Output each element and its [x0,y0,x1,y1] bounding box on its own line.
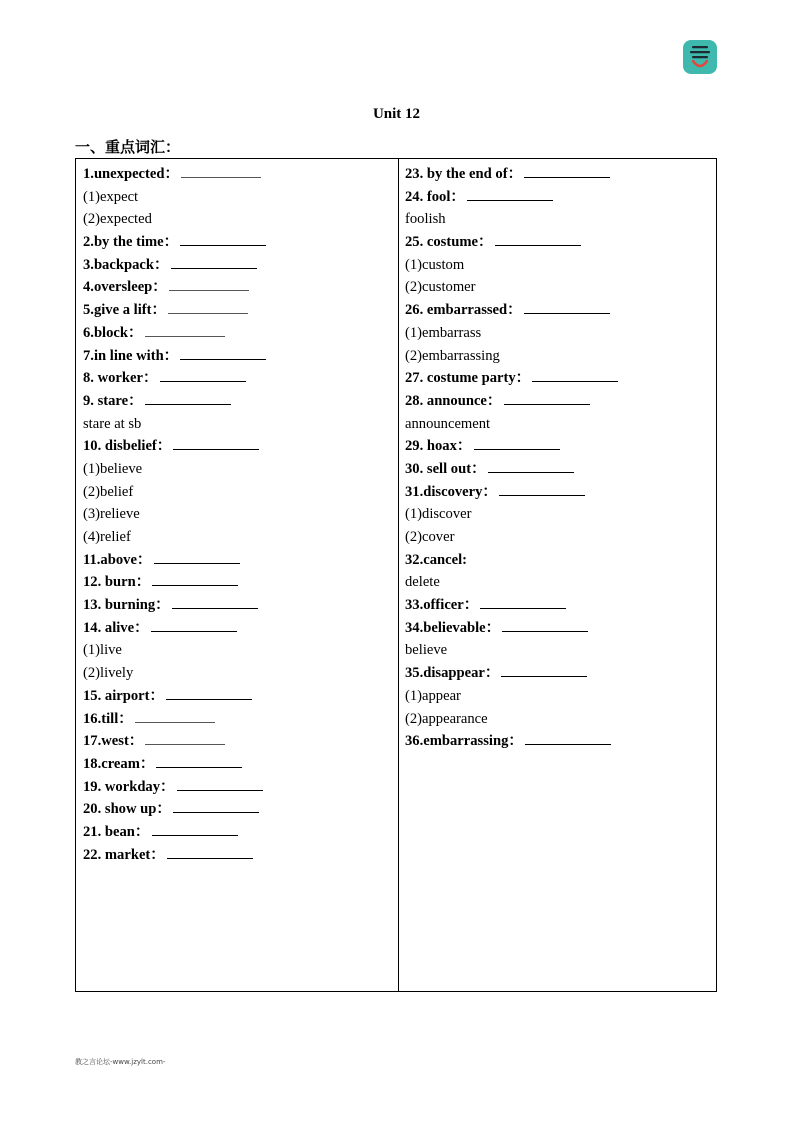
vocab-related-word [405,571,713,594]
column-divider [398,159,399,991]
vocab-item [405,163,713,186]
vocab-text: (1)embarrass [405,324,482,341]
answer-blank[interactable] [480,594,566,609]
vocab-text: 26. embarrassed： [405,302,522,319]
vocab-item [83,776,395,799]
vocab-item [83,345,395,368]
vocab-related-word [405,276,713,299]
footer-text: 教之言论坛-www.jzylt.com- [75,1058,166,1066]
vocab-text: 4.oversleep： [83,279,167,296]
vocab-item [83,821,395,844]
vocab-item [83,163,395,186]
vocab-text: 31.discovery： [405,483,498,500]
vocab-text: 19. workday： [83,778,175,795]
vocab-text: (2)embarrassing [405,347,500,364]
vocab-item [83,594,395,617]
vocab-text: 24. fool： [405,188,465,205]
vocab-related-word [405,639,713,662]
answer-blank[interactable] [167,844,253,859]
vocab-item [405,458,713,481]
vocab-text: 9. stare： [83,392,143,409]
vocab-text: 1.unexpected： [83,166,180,182]
vocab-item [83,844,395,867]
answer-blank[interactable] [145,390,231,405]
vocab-item [83,753,395,776]
vocab-text: (1)expect [83,188,139,205]
vocab-related-word [405,208,713,231]
left-column [83,163,395,866]
vocab-text: 35.disappear： [405,665,500,682]
vocab-related-word [83,458,395,481]
vocab-item [405,186,713,209]
answer-blank[interactable] [525,730,611,745]
vocab-text: (1)appear [405,687,461,704]
vocab-text: 5.give a lift： [83,302,167,319]
answer-blank[interactable] [166,685,252,700]
vocab-item [83,276,395,299]
vocab-text: 22. market： [83,846,165,863]
vocab-text: 33.officer： [405,597,479,614]
vocab-item [405,617,713,640]
vocab-item [405,390,713,413]
vocab-related-word [405,413,713,436]
vocab-text: 8. worker： [83,370,158,387]
answer-blank[interactable] [152,571,238,586]
vocab-text: (1)live [83,642,122,659]
vocab-related-word [83,526,395,549]
vocab-item [405,435,713,458]
vocab-text: 25. costume： [405,234,493,251]
vocabulary-table [75,158,717,992]
answer-blank[interactable] [169,276,249,291]
vocab-item [83,435,395,458]
answer-blank[interactable] [168,299,248,314]
vocab-text: 32.cancel: [405,551,468,568]
answer-blank[interactable] [135,708,215,723]
answer-blank[interactable] [180,345,266,360]
vocab-text: 2.by the time： [83,234,179,251]
vocab-related-word [405,322,713,345]
vocab-related-word [405,526,713,549]
vocab-related-word [405,503,713,526]
vocab-text: (3)relieve [83,506,140,523]
answer-blank[interactable] [524,163,610,178]
answer-blank[interactable] [181,163,261,178]
vocab-text: foolish [405,211,446,228]
vocab-item [83,730,395,753]
vocab-related-word [83,481,395,504]
vocab-item [405,299,713,322]
answer-blank[interactable] [173,798,259,813]
answer-blank[interactable] [173,435,259,450]
vocab-text: 29. hoax： [405,438,472,455]
answer-blank[interactable] [502,617,588,632]
vocab-text: 23. by the end of： [405,166,523,182]
vocab-text: stare at sb [83,415,142,432]
vocab-item [83,571,395,594]
answer-blank[interactable] [152,821,238,836]
answer-blank[interactable] [180,231,266,246]
vocab-related-word [405,685,713,708]
answer-blank[interactable] [171,254,257,269]
vocab-text: believe [405,642,448,659]
vocab-text: (2)belief [83,483,134,500]
answer-blank[interactable] [499,481,585,496]
vocab-related-word [83,208,395,231]
vocab-text: 18.cream： [83,755,155,772]
vocab-text: 15. airport： [83,687,165,704]
answer-blank[interactable] [177,776,263,791]
answer-blank[interactable] [145,730,225,745]
page-title: Unit 12 [372,106,421,122]
vocab-item [83,254,395,277]
answer-blank[interactable] [154,549,240,564]
vocab-text: (2)customer [405,279,476,296]
vocab-item [405,662,713,685]
vocab-text: (1)discover [405,506,472,523]
vocab-text: 21. bean： [83,823,150,840]
vocab-text: 30. sell out： [405,460,486,477]
vocab-text: 12. burn： [83,574,151,591]
vocab-text: 14. alive： [83,619,149,636]
vocab-text: 36.embarrassing： [405,733,523,750]
vocab-text: 27. costume party： [405,370,531,387]
vocab-item [405,367,713,390]
answer-blank[interactable] [474,435,560,450]
vocab-related-word [405,549,713,572]
answer-blank[interactable] [467,186,553,201]
vocab-item [83,367,395,390]
vocab-text: (2)expected [83,211,152,228]
answer-blank[interactable] [145,322,225,337]
answer-blank[interactable] [156,753,242,768]
vocab-item [405,231,713,254]
vocab-related-word [405,708,713,731]
vocab-text: delete [405,574,440,591]
vocab-text: 16.till： [83,710,133,727]
vocab-item [83,322,395,345]
vocab-item [83,685,395,708]
vocab-text: 11.above： [83,551,152,568]
answer-blank[interactable] [524,299,610,314]
vocab-item [83,798,395,821]
answer-blank[interactable] [488,458,574,473]
vocab-text: 17.west： [83,733,144,750]
answer-blank[interactable] [495,231,581,246]
vocab-text: (2)appearance [405,710,488,727]
vocab-text: 34.believable： [405,619,501,636]
vocab-item [83,617,395,640]
vocab-related-word [83,413,395,436]
vocab-item [83,299,395,322]
vocab-item [83,231,395,254]
vocab-item [83,390,395,413]
jiaozhiyan-logo-icon [683,40,717,74]
vocab-text: 7.in line with： [83,347,179,364]
vocab-text: 20. show up： [83,801,171,818]
vocab-text: (2)lively [83,665,134,682]
vocab-related-word [83,186,395,209]
vocab-item [83,708,395,731]
vocab-related-word [83,639,395,662]
answer-blank[interactable] [151,617,237,632]
vocab-item [405,594,713,617]
vocab-text: (1)custom [405,256,465,273]
vocab-text: 13. burning： [83,597,170,614]
vocab-item [405,730,713,753]
vocab-text: 3.backpack： [83,256,169,273]
vocab-related-word [405,345,713,368]
vocab-item [405,481,713,504]
vocab-text: 10. disbelief： [83,438,172,455]
answer-blank[interactable] [501,662,587,677]
answer-blank[interactable] [504,390,590,405]
vocab-text: announcement [405,415,491,432]
answer-blank[interactable] [160,367,246,382]
vocab-text: (1)believe [83,460,143,477]
vocab-text: (4)relief [83,529,131,545]
answer-blank[interactable] [172,594,258,609]
vocab-text: (2)cover [405,529,455,545]
section-heading: 一、重点词汇： [75,140,181,156]
answer-blank[interactable] [532,367,618,382]
vocab-related-word [83,662,395,685]
vocab-item [83,549,395,572]
right-column [405,163,713,753]
vocab-related-word [405,254,713,277]
vocab-related-word [83,503,395,526]
vocab-text: 6.block： [83,324,143,341]
vocab-text: 28. announce： [405,392,502,409]
